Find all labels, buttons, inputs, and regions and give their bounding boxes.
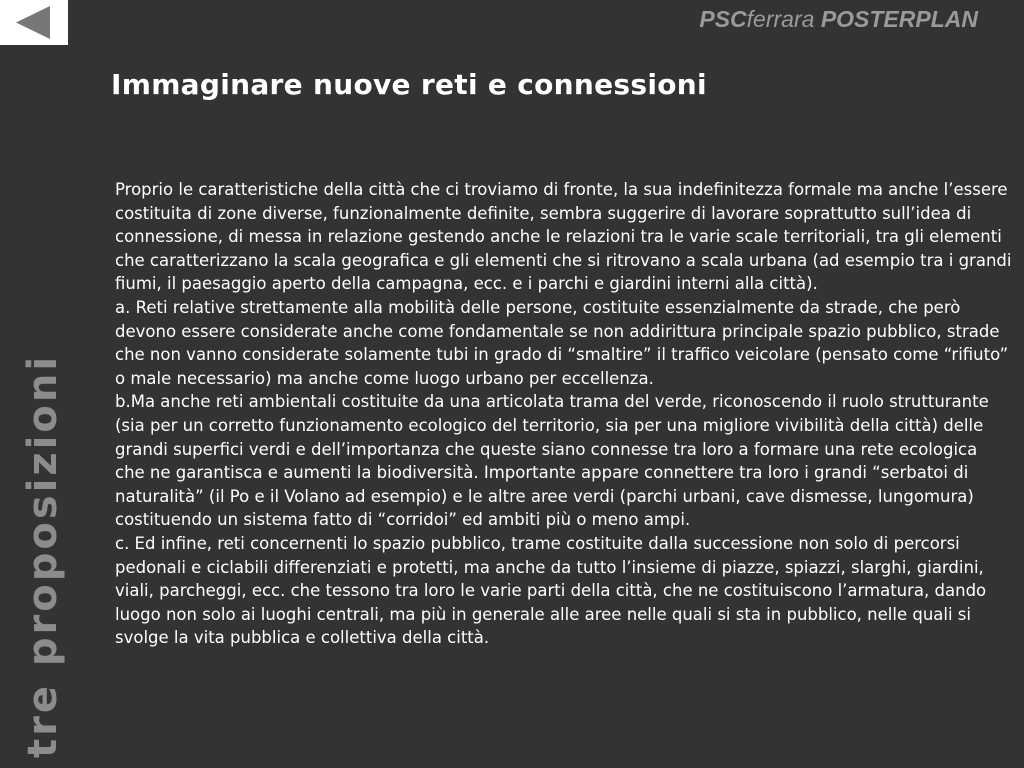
brand-ferrara: ferrara [746, 6, 815, 32]
body-text [115, 178, 1012, 650]
paragraph-b: b.Ma anche reti ambientali costituite da una articolata trama del verde, riconoscendo il ruolo strutturante (sia per un corretto funzionamento ecologico del territorio, sia per una migliore vivibilità della città) delle grandi superfici verdi e dell’importanza che queste siano connesse tra loro a formare una rete ecologica che ne garantisca e aumenti la biodiversità. Importante appare connettere tra loro i grandi “serbatoi di naturalità” (il Po e il Volano ad esempio) e le altre aree verdi (parchi urbani, cave dismesse, lungomura) costituendo un sistema fatto di “corridoi” ed ambiti più o meno ampi. [115, 392, 989, 530]
back-button[interactable] [0, 0, 68, 45]
page-title: Immaginare nuove reti e connessioni [111, 68, 707, 101]
paragraph-c: c. Ed infine, reti concernenti lo spazio pubblico, trame costituite dalla successione non solo di percorsi pedonali e ciclabili differenziati e protetti, ma anche da tutto l’insieme di piazze, spiazzi, slarghi, giardini, viali, parcheggi, ecc. che tessono tra loro le varie parti della città, che ne costituiscono l’armatura, dando luogo non solo ai luoghi centrali, ma più in generale alle aree nelle quali si sta in pubblico, nelle quali si svolge la vita pubblica e collettiva della città. [115, 533, 987, 648]
paragraph-a: a. Reti relative strettamente alla mobilità delle persone, costituite essenzialmente da strade, che però devono essere considerate anche come fondamentale se non addirittura principale spazio pubblico, strade che non vanno considerate solamente tubi in grado di “smaltire” il traffico veicolare (pensato come “rifiuto” o male necessario) ma anche come luogo urbano per eccellenza. [115, 297, 1009, 388]
side-label: tre proposizioni [20, 353, 66, 758]
brand-posterplan: POSTERPLAN [820, 6, 978, 32]
triangle-left-icon [16, 5, 52, 40]
brand-psc: PSC [699, 6, 747, 32]
brand-logo [699, 6, 978, 33]
paragraph-intro: Proprio le caratteristiche della città che ci troviamo di fronte, la sua indefinitezza formale ma anche l’essere costituita di zone diverse, funzionalmente definite, sembra suggerire di lavorare soprattutto sull’idea di connessione, di messa in relazione gestendo anche le relazioni tra le varie scale territoriali, tra gli elementi che caratterizzano la scala geografica e gli elementi che si ritrovano a scala urbana (ad esempio tra i grandi fiumi, il paesaggio aperto della campagna, ecc. e i parchi e giardini interni alla città). [115, 180, 1012, 294]
